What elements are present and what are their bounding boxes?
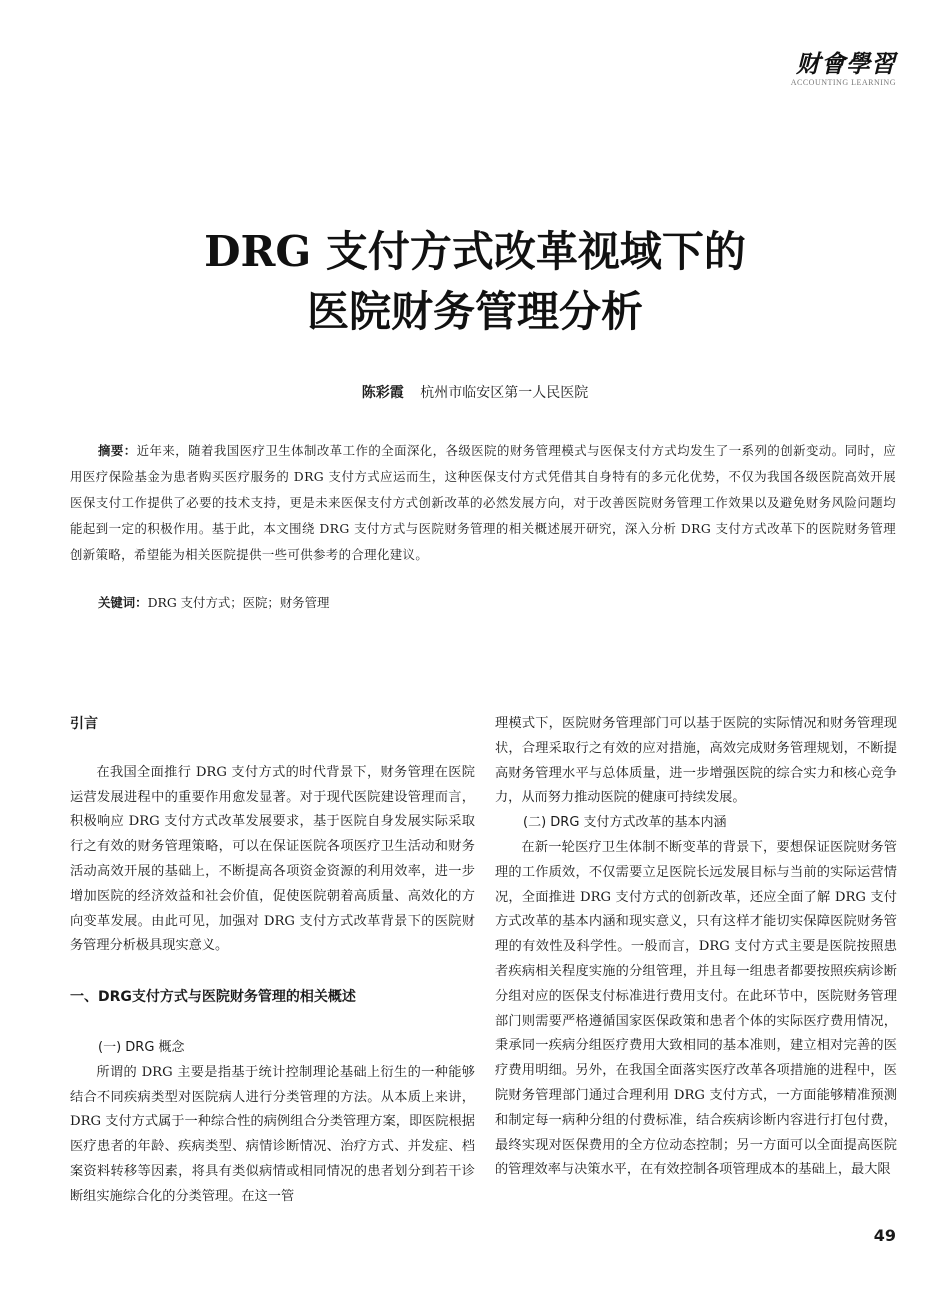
author-line xyxy=(0,382,950,404)
title-line-2: 医院财务管理分析 xyxy=(306,287,643,336)
subsection-2-heading: (二) DRG 支付方式改革的基本内涵 xyxy=(523,815,727,831)
keywords-label: 关键词： xyxy=(98,595,148,610)
subsection-1-heading: (一) DRG 概念 xyxy=(98,1039,185,1055)
journal-logo xyxy=(791,50,896,88)
section-1-heading: 一、DRG支付方式与医院财务管理的相关概述 xyxy=(70,989,356,1006)
journal-name: 财會學習 xyxy=(796,49,896,78)
title-line-1: DRG 支付方式改革视域下的 xyxy=(204,227,746,276)
subsection-2-paragraph: 在新一轮医疗卫生体制不断变革的背景下，要想保证医院财务管理的工作质效，不仅需要立足医院长远发展目标与当前的实际运营情况，全面推进 DRG 支付方式的创新改革，还应全面了解 DRG 支付方式改革的基本内涵和现实意义，只有这样才能切实保障医院财务管理的有效性及科学性。一般而言，DRG 支付方式主要是医院按照患者疾病相关程度实施的分组管理，并且每一组患者都要按照疾病诊断分组对应的医保支付标准进行费用支付。在此环节中，医院财务管理部门则需要严格遵循国家医保政策和患者个体的实际医疗费用情况，秉承同一疾病分组医疗费用大致相同的基本准则，建立相对完善的医疗费用明细。另外，在我国全面落实医疗改革各项措施的进程中，医院财务管理部门通过合理利用 DRG 支付方式，一方面能够精准预测和制定每一病种分组的付费标准，结合疾病诊断内容进行打包付费，最终实现对医保费用的全方位动态控制；另一方面可以全面提高医院的管理效率与决策水平，在有效控制各项管理成本的基础上，最大限 xyxy=(495,839,897,1178)
journal-subtitle: ACCOUNTING LEARNING xyxy=(790,78,896,87)
intro-heading: 引言 xyxy=(70,716,98,732)
continued-paragraph: 理模式下，医院财务管理部门可以基于医院的实际情况和财务管理现状，合理采取行之有效的应对措施，高效完成财务管理规划，不断提高财务管理水平与总体质量，进一步增强医院的综合实力和核心竞争力，从而努力推动医院的健康可持续发展。 xyxy=(495,716,897,806)
intro-paragraph: 在我国全面推行 DRG 支付方式的时代背景下，财务管理在医院运营发展进程中的重要作用愈发显著。对于现代医院建设管理而言，积极响应 DRG 支付方式改革发展要求，基于医院自身发展实际采取行之有效的财务管理策略，可以在保证医院各项医疗卫生活动和财务活动高效开展的基础上，不断提高各项资金资源的利用效率，进一步增加医院的经济效益和社会价值，促使医院朝着高质量、高效化的方向变革发展。由此可见，加强对 DRG 支付方式改革背景下的医院财务管理分析极具现实意义。 xyxy=(70,764,475,954)
right-column xyxy=(495,712,897,1183)
article-title xyxy=(0,222,950,342)
page-number: 49 xyxy=(873,1226,896,1245)
abstract-label: 摘要： xyxy=(98,443,137,458)
abstract-text: 近年来，随着我国医疗卫生体制改革工作的全面深化，各级医院的财务管理模式与医保支付方式均发生了一系列的创新变动。同时，应用医疗保险基金为患者购买医疗服务的 DRG 支付方式应运而生，这种医保支付方式凭借其自身特有的多元化优势，不仅为我国各级医院高效开展医保支付工作提供了必要的技术支持，更是未来医保支付方式创新改革的必然发展方向，对于改善医院财务管理工作效果以及避免财务风险问题均能起到一定的积极作用。基于此，本文围绕 DRG 支付方式与医院财务管理的相关概述展开研究，深入分析 DRG 支付方式改革下的医院财务管理创新策略，希望能为相关医院提供一些可供参考的合理化建议。 xyxy=(70,443,896,562)
author-affiliation: 杭州市临安区第一人民医院 xyxy=(420,385,589,401)
left-column xyxy=(70,712,475,1210)
keywords-text: DRG 支付方式；医院；财务管理 xyxy=(147,595,330,610)
subsection-1-paragraph: 所谓的 DRG 主要是指基于统计控制理论基础上衍生的一种能够结合不同疾病类型对医院病人进行分类管理的方法。从本质上来讲，DRG 支付方式属于一种综合性的病例组合分类管理方案，即医院根据医疗患者的年龄、疾病类型、病情诊断情况、治疗方式、并发症、档案资料转移等因素，将具有类似病情或相同情况的患者划分到若干诊断组实施综合化的分类管理。在这一管 xyxy=(70,1064,475,1204)
abstract xyxy=(70,438,896,568)
keywords xyxy=(98,590,898,616)
author-name: 陈彩霞 xyxy=(361,385,404,401)
